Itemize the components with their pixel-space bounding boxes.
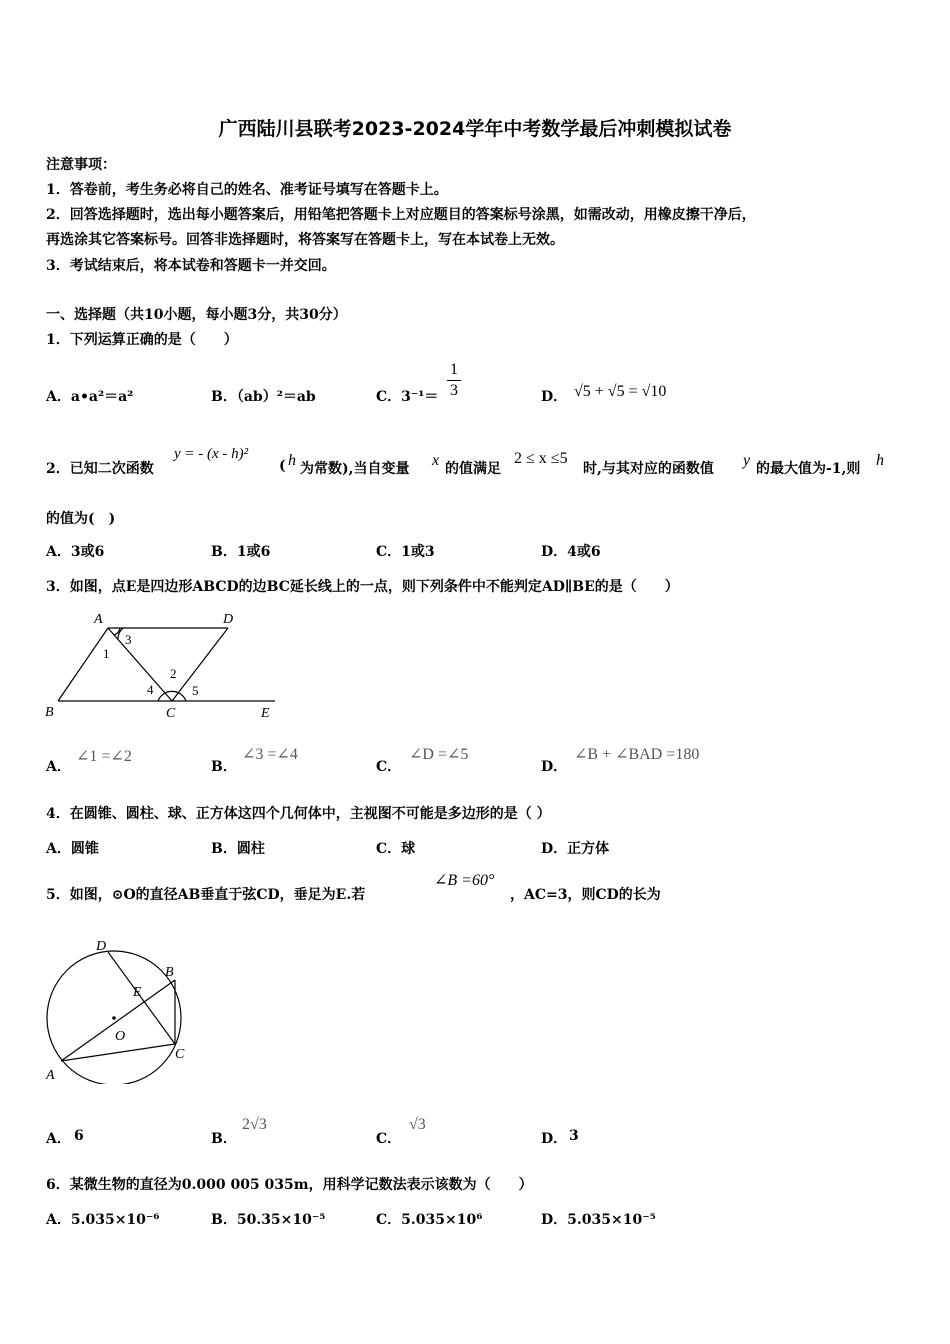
option-label: A．	[46, 389, 71, 405]
center-dot	[112, 1016, 116, 1020]
q3-option-b-label: B．	[211, 759, 237, 775]
q3-option-c-math: ∠D =∠5	[409, 746, 469, 763]
notice-item: 3．考试结束后，将本试卷和答题卡一并交回。	[46, 258, 336, 274]
q5-option-b-label: B．	[211, 1131, 237, 1147]
q6-stem: 6．某微生物的直径为0.000 005 035m，用科学记数法表示该数为（ ）	[46, 1177, 533, 1193]
option-text: （ab）²＝ab	[236, 389, 316, 405]
notice-item: 1．答卷前，考生务必将自己的姓名、准考证号填写在答题卡上。	[46, 182, 448, 198]
q4-option-c: C．球	[376, 841, 416, 857]
q5-option-a-text: 6	[74, 1128, 84, 1144]
q5-option-d-label: D．	[541, 1131, 568, 1147]
q1-option-d-math: √5 + √5 = √10	[574, 383, 667, 400]
q2-text-1: 2．已知二次函数	[46, 461, 154, 477]
q6-option-a: A．5.035×10⁻⁶	[46, 1212, 160, 1228]
q1-option-d-label: D．	[541, 389, 568, 405]
option-text: a•a²＝a²	[70, 389, 134, 405]
notice-heading: 注意事项：	[46, 157, 116, 173]
q2-text-3: 为常数),当自变量	[300, 461, 410, 477]
angle-arc-3	[118, 628, 123, 639]
q2-option-a: A．3或6	[46, 544, 105, 560]
q2-text-2: (	[279, 458, 286, 474]
q6-option-b: B．50.35×10⁻⁵	[211, 1212, 326, 1228]
notice-item: 再选涂其它答案标号。回答非选择题时，将答案写在答题卡上，写在本试卷上无效。	[46, 232, 564, 248]
q5-text-1: 5．如图，⊙O的直径AB垂直于弦CD，垂足为E.若	[46, 887, 366, 903]
label-c: C	[175, 1047, 185, 1062]
q5-option-c-label: C．	[376, 1131, 402, 1147]
label-d: D	[223, 612, 234, 627]
q5-option-c-math: √3	[409, 1116, 426, 1133]
q2-line-2: 的值为( )	[46, 511, 116, 527]
label-c: C	[166, 706, 176, 721]
section-heading: 一、选择题（共10小题，每小题3分，共30分）	[46, 307, 347, 323]
label-d: D	[96, 939, 107, 954]
q2-option-d: D．4或6	[541, 544, 601, 560]
q3-figure	[40, 608, 285, 723]
fraction-denominator: 3	[447, 380, 461, 401]
q5-angle: ∠B =60°	[434, 872, 495, 889]
angle-label-2: 2	[170, 666, 177, 681]
q1-option-b	[211, 386, 316, 406]
angle-label-3: 3	[125, 632, 132, 647]
q3-option-d-math: ∠B + ∠BAD =180	[574, 746, 700, 763]
q2-option-b: B．1或6	[211, 544, 271, 560]
label-b: B	[165, 965, 174, 980]
q4-stem: 4．在圆锥、圆柱、球、正方体这四个几何体中，主视图不可能是多边形的是（ ）	[46, 806, 551, 822]
q5-option-b-math: 2√3	[242, 1116, 267, 1133]
q2-function: y = - (x - h)²	[174, 446, 249, 462]
q3-option-c-label: C．	[376, 759, 402, 775]
q6-option-d: D．5.035×10⁻⁵	[541, 1212, 656, 1228]
chord-ac	[61, 1044, 175, 1061]
q4-option-a: A．圆锥	[46, 841, 99, 857]
q1-fraction	[447, 360, 461, 401]
q6-option-c: C．5.035×10⁶	[376, 1212, 483, 1228]
label-a: A	[94, 612, 103, 627]
q2-y-symbol: y	[743, 452, 751, 469]
line-dc	[172, 628, 228, 701]
q2-h-symbol: h	[288, 452, 296, 469]
fraction-numerator: 1	[450, 361, 458, 378]
q1-option-a	[46, 386, 133, 406]
q5-option-a-label: A．	[46, 1131, 71, 1147]
q3-option-a-label: A．	[46, 759, 71, 775]
q5-option-d-text: 3	[569, 1128, 579, 1144]
q5-figure	[38, 934, 198, 1084]
page-title: 广西陆川县联考2023-2024学年中考数学最后冲刺模拟试卷	[218, 118, 732, 140]
label-e: E	[261, 706, 270, 721]
q5-text-2: ，AC=3，则CD的长为	[510, 887, 661, 903]
line-ab	[58, 628, 108, 701]
angle-label-5: 5	[192, 683, 199, 698]
q3-option-b-math: ∠3 =∠4	[242, 746, 298, 763]
q3-option-a-math: ∠1 =∠2	[76, 748, 132, 765]
q3-stem: 3．如图，点E是四边形ABCD的边BC延长线上的一点，则下列条件中不能判定AD∥BE的是（ ）	[46, 579, 679, 595]
label-e: E	[133, 985, 142, 1000]
q1-stem: 1．下列运算正确的是（ ）	[46, 332, 238, 348]
q4-option-b: B．圆柱	[211, 841, 265, 857]
q2-condition: 2 ≤ x ≤5	[514, 450, 568, 467]
q3-option-d-label: D．	[541, 759, 568, 775]
label-o: O	[115, 1029, 126, 1044]
option-label: B．	[211, 389, 237, 405]
q2-h-symbol-2: h	[876, 452, 884, 469]
q4-option-d: D．正方体	[541, 841, 610, 857]
q1-option-c	[376, 386, 438, 406]
notice-item: 2．回答选择题时，选出每小题答案后，用铅笔把答题卡上对应题目的答案标号涂黑，如需改动，用橡皮擦干净后，	[46, 207, 756, 223]
angle-label-4: 4	[147, 682, 154, 697]
label-b: B	[45, 705, 54, 720]
q2-text-4: 的值满足	[445, 461, 501, 477]
q2-x-symbol: x	[432, 452, 440, 469]
angle-arc-c	[158, 691, 186, 701]
q2-text-6: 的最大值为-1,则	[756, 461, 861, 477]
option-label: C．	[376, 389, 402, 405]
q2-text-5: 时,与其对应的函数值	[583, 461, 714, 477]
label-a: A	[46, 1068, 55, 1083]
angle-label-1: 1	[103, 646, 110, 661]
q2-option-c: C．1或3	[376, 544, 435, 560]
option-text: 3⁻¹＝	[401, 389, 439, 405]
